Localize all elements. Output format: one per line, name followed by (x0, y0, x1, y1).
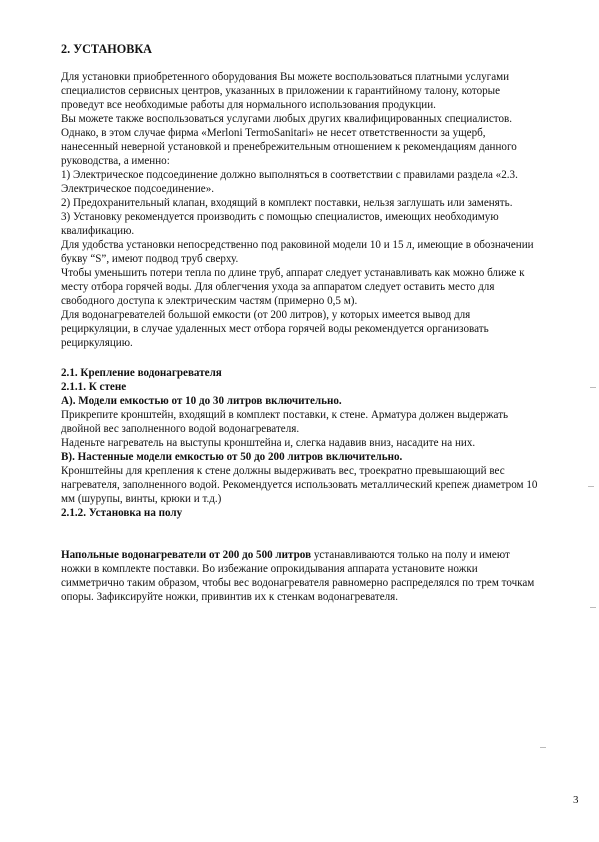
section-heading: 2.1.2. Установка на полу (61, 507, 183, 519)
body-line: нанесенный неверной установкой и пренебрежительным отношением к рекомендациям данного (61, 141, 517, 153)
body-line: нагревателя, заполненного водой. Рекомендуется использовать металлический крепеж диаметром 10 (61, 479, 538, 491)
body-line: мм (шурупы, винты, крюки и т.д.) (61, 493, 222, 505)
body-line: Для установки приобретенного оборудования Вы можете воспользоваться платными услугами (61, 71, 510, 83)
body-line: Электрическое подсоединение». (61, 183, 215, 195)
body-line: месту отбора горячей воды. Для облегчения ухода за аппаратом следует оставить место для (61, 281, 495, 293)
section-title: 2. УСТАНОВКА (61, 42, 152, 56)
body-line: проведут все необходимые работы для нормального использования продукции. (61, 99, 436, 111)
body-line: Чтобы уменьшить потери тепла по длине труб, аппарат следует устанавливать как можно ближе к (61, 267, 525, 279)
body-line: двойной вес заполненного водой водонагревателя. (61, 423, 300, 435)
scan-speck (540, 747, 546, 748)
scan-speck (590, 387, 596, 388)
section-heading: 2.1. Крепление водонагревателя (61, 367, 222, 379)
floor-paragraph-line (61, 548, 581, 562)
body-line: букву “S”, имеют подвод труб сверху. (61, 253, 239, 265)
page-number: 3 (573, 794, 579, 806)
scan-speck (588, 486, 594, 487)
body-line: специалистов сервисных центров, указанных в приложении к гарантийному талону, которые (61, 85, 501, 97)
body-line: квалификацию. (61, 225, 135, 237)
body-line: 2) Предохранительный клапан, входящий в комплект поставки, нельзя заглушать или заменять. (61, 197, 513, 209)
body-line: руководства, а именно: (61, 155, 170, 167)
section-heading: 2.1.1. К стене (61, 381, 127, 393)
floor-paragraph-line: ножки в комплекте поставки. Во избежание опрокидывания аппарата установите ножки (61, 563, 478, 575)
body-line: Для удобства установки непосредственно под раковиной модели 10 и 15 л, имеющие в обозначении (61, 239, 534, 251)
body-line: свободного доступа к электрическим частям (примерно 0,5 м). (61, 295, 358, 307)
body-line: Прикрепите кронштейн, входящий в комплект поставки, к стене. Арматура должен выдержать (61, 409, 509, 421)
body-line: 3) Установку рекомендуется производить с помощью специалистов, имеющих необходимую (61, 211, 499, 223)
floor-paragraph-lead: Напольные водонагреватели от 200 до 500 литров (61, 549, 312, 561)
floor-paragraph-line: симметрично таким образом, чтобы вес водонагревателя равномерно распределялся по трем точкам (61, 577, 535, 589)
floor-paragraph-line: опоры. Зафиксируйте ножки, привинтив их к стенкам водонагревателя. (61, 591, 399, 603)
body-line: рециркуляции, в случае удаленных мест отбора горячей воды рекомендуется организовать (61, 323, 489, 335)
body-line: 1) Электрическое подсоединение должно выполняться в соответствии с правилами раздела «2.3. (61, 169, 518, 181)
floor-paragraph-lead-rest: устанавливаются только на полу и имеют (311, 549, 510, 561)
body-line: Наденьте нагреватель на выступы кронштейна и, слегка надавив вниз, насадите на них. (61, 437, 476, 449)
scan-speck (590, 607, 596, 608)
body-line: рециркуляцию. (61, 337, 133, 349)
body-line: Вы можете также воспользоваться услугами любых других квалифицированных специалистов. (61, 113, 513, 125)
body-line: Однако, в этом случае фирма «Merloni TermoSanitari» не несет ответственности за ущерб, (61, 127, 486, 139)
body-line: Кронштейны для крепления к стене должны выдерживать вес, троекратно превышающий вес (61, 465, 505, 477)
section-heading: В). Настенные модели емкостью от 50 до 200 литров включительно. (61, 451, 403, 463)
section-heading: А). Модели емкостью от 10 до 30 литров включительно. (61, 395, 342, 407)
body-line: Для водонагревателей большой емкости (от 200 литров), у которых имеется вывод для (61, 309, 471, 321)
